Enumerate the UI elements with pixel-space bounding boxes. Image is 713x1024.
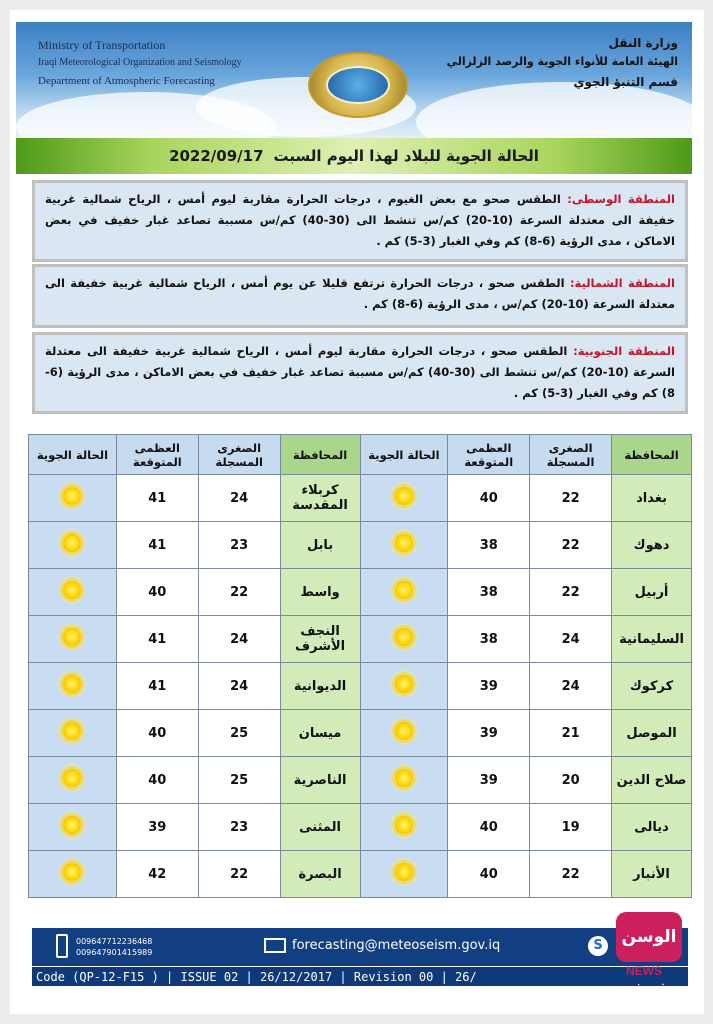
min-temp-cell: 23 xyxy=(198,522,280,569)
governorate-cell: الديوانية xyxy=(280,663,360,710)
max-temp-cell: 40 xyxy=(448,475,530,522)
governorate-cell: ميسان xyxy=(280,710,360,757)
max-temp-cell: 40 xyxy=(116,710,198,757)
weather-cell xyxy=(360,522,448,569)
department-name-en: Department of Atmospheric Forecasting xyxy=(38,75,215,87)
sun-icon xyxy=(395,675,413,693)
max-temp-cell: 40 xyxy=(116,757,198,804)
watermark-brand: الوسن نيوز xyxy=(616,912,682,962)
sun-icon xyxy=(395,816,413,834)
bulletin-headline xyxy=(16,138,692,174)
phone-number: 009647712236468 xyxy=(76,937,153,946)
governorate-cell: بغداد xyxy=(612,475,692,522)
min-temp-cell: 24 xyxy=(198,663,280,710)
min-temp-cell: 24 xyxy=(198,616,280,663)
weather-cell xyxy=(29,522,117,569)
organization-name-en: Iraqi Meteorological Organization and Seismology xyxy=(38,57,242,68)
weather-cell xyxy=(29,475,117,522)
table-row xyxy=(29,569,692,616)
min-temp-cell: 24 xyxy=(530,616,612,663)
governorate-cell: البصرة xyxy=(280,851,360,898)
max-temp-cell: 42 xyxy=(116,851,198,898)
region-name: المنطقة الشمالية: xyxy=(569,276,675,290)
watermark-news: NEWS xyxy=(626,964,662,978)
weather-cell xyxy=(360,757,448,804)
weather-cell xyxy=(29,804,117,851)
skype-icon: S xyxy=(588,936,608,956)
governorate-cell: كربلاء المقدسة xyxy=(280,475,360,522)
sun-icon xyxy=(395,863,413,881)
header-weather: الحالة الجوية xyxy=(29,435,117,475)
sun-icon xyxy=(63,628,81,646)
governorate-cell: بابل xyxy=(280,522,360,569)
sun-icon xyxy=(63,534,81,552)
sun-icon xyxy=(63,487,81,505)
max-temp-cell: 40 xyxy=(448,851,530,898)
max-temp-cell: 39 xyxy=(448,663,530,710)
weather-cell xyxy=(360,475,448,522)
header-governorate: المحافظة xyxy=(612,435,692,475)
weather-cell xyxy=(360,710,448,757)
organization-name-ar: الهيئة العامة للأنواء الجوية والرصد الزلزالي xyxy=(446,55,678,68)
region-north xyxy=(32,264,688,328)
sun-icon xyxy=(395,487,413,505)
governorate-cell: صلاح الدين xyxy=(612,757,692,804)
header-max: العظمى المتوقعة xyxy=(116,435,198,475)
governorate-cell: ديالى xyxy=(612,804,692,851)
min-temp-cell: 24 xyxy=(530,663,612,710)
region-name: المنطقة الجنوبية: xyxy=(573,344,675,358)
min-temp-cell: 22 xyxy=(198,569,280,616)
governorate-cell: السليمانية xyxy=(612,616,692,663)
weather-cell xyxy=(29,851,117,898)
governorate-cell: أربيل xyxy=(612,569,692,616)
min-temp-cell: 22 xyxy=(530,475,612,522)
table-row xyxy=(29,851,692,898)
sun-icon xyxy=(63,816,81,834)
header-governorate: المحافظة xyxy=(280,435,360,475)
email-address[interactable]: forecasting@meteoseism.gov.iq xyxy=(292,938,501,953)
min-temp-cell: 21 xyxy=(530,710,612,757)
cloud-shape xyxy=(416,82,692,140)
region-text: الطقس صحو ، درجات الحرارة ترتفع قليلا عن يوم أمس ، الرياح شمالية غربية خفيفة الى معتدلة السرعة (10-20) كم/س ، مدى الرؤية (6-8) كم . xyxy=(45,276,675,311)
max-temp-cell: 41 xyxy=(116,616,198,663)
table-row xyxy=(29,757,692,804)
contact-footer xyxy=(32,928,688,966)
watermark-logo xyxy=(612,912,688,997)
header-min: الصغرى المسجلة xyxy=(198,435,280,475)
max-temp-cell: 41 xyxy=(116,522,198,569)
organization-logo xyxy=(308,52,408,118)
document-code-line: Code (QP-12-F15 ) | ISSUE 02 | 26/12/2017 | Revision 00 | 26/ xyxy=(32,966,688,986)
min-temp-cell: 22 xyxy=(530,569,612,616)
region-text: الطقس صحو مع بعض الغيوم ، درجات الحرارة مقاربة ليوم أمس ، الرياح شمالية غربية خفيفة الى معتدلة السرعة (10-20) كم/س تنشط الى (30-40) كم/س مسببة تصاعد غبار خفيف في بعض الاماكن ، مدى الرؤية (6-8) كم وفي الغبار (3-5) كم . xyxy=(45,192,675,248)
max-temp-cell: 39 xyxy=(448,757,530,804)
governorate-cell: واسط xyxy=(280,569,360,616)
max-temp-cell: 39 xyxy=(448,710,530,757)
max-temp-cell: 38 xyxy=(448,569,530,616)
min-temp-cell: 20 xyxy=(530,757,612,804)
max-temp-cell: 41 xyxy=(116,663,198,710)
headline-text: الحالة الجوية للبلاد لهذا اليوم السبت xyxy=(273,147,539,165)
max-temp-cell: 40 xyxy=(448,804,530,851)
table-row xyxy=(29,616,692,663)
forecast-table xyxy=(28,434,692,898)
weather-cell xyxy=(360,569,448,616)
weather-cell xyxy=(360,663,448,710)
email-contact xyxy=(264,938,500,953)
governorate-cell: كركوك xyxy=(612,663,692,710)
max-temp-cell: 39 xyxy=(116,804,198,851)
min-temp-cell: 23 xyxy=(198,804,280,851)
phone-numbers xyxy=(76,936,152,958)
region-text: الطقس صحو ، درجات الحرارة مقاربة ليوم أمس ، الرياح شمالية غربية خفيفة الى معتدلة السرعة (10-20) كم/س تنشط الى (30-40) كم/س مسببة تصاعد غبار خفيف في بعض الاماكن ، مدى الرؤية (6-8) كم وفي الغبار (3-5) كم . xyxy=(45,344,675,400)
min-temp-cell: 22 xyxy=(198,851,280,898)
governorate-cell: الناصرية xyxy=(280,757,360,804)
max-temp-cell: 41 xyxy=(116,475,198,522)
weather-cell xyxy=(360,851,448,898)
ministry-name-en: Ministry of Transportation xyxy=(38,38,166,52)
region-south xyxy=(32,332,688,414)
governorate-cell: الموصل xyxy=(612,710,692,757)
min-temp-cell: 25 xyxy=(198,710,280,757)
table-row xyxy=(29,804,692,851)
weather-cell xyxy=(29,569,117,616)
min-temp-cell: 22 xyxy=(530,522,612,569)
max-temp-cell: 40 xyxy=(116,569,198,616)
sun-icon xyxy=(63,675,81,693)
sun-icon xyxy=(63,722,81,740)
sun-icon xyxy=(395,722,413,740)
sun-icon xyxy=(395,534,413,552)
weather-cell xyxy=(29,663,117,710)
max-temp-cell: 38 xyxy=(448,616,530,663)
min-temp-cell: 22 xyxy=(530,851,612,898)
ministry-name-ar: وزارة النقل xyxy=(608,36,678,50)
sun-icon xyxy=(395,581,413,599)
governorate-cell: دهوك xyxy=(612,522,692,569)
sun-icon xyxy=(63,863,81,881)
weather-cell xyxy=(29,710,117,757)
sun-icon xyxy=(63,581,81,599)
sun-icon xyxy=(63,769,81,787)
headline-date: 2022/09/17 xyxy=(169,147,264,165)
mail-icon xyxy=(264,938,286,953)
header-weather: الحالة الجوية xyxy=(360,435,448,475)
sun-icon xyxy=(395,628,413,646)
min-temp-cell: 25 xyxy=(198,757,280,804)
weather-cell xyxy=(360,616,448,663)
phone-icon xyxy=(56,934,68,958)
department-name-ar: قسم التنبؤ الجوي xyxy=(573,75,678,89)
phone-number: 009647901415989 xyxy=(76,948,153,957)
table-header-row xyxy=(29,435,692,475)
min-temp-cell: 24 xyxy=(198,475,280,522)
governorate-cell: النجف الأشرف xyxy=(280,616,360,663)
table-row xyxy=(29,710,692,757)
table-row xyxy=(29,475,692,522)
min-temp-cell: 19 xyxy=(530,804,612,851)
governorate-cell: المثنى xyxy=(280,804,360,851)
header-max: العظمى المتوقعة xyxy=(448,435,530,475)
weather-cell xyxy=(360,804,448,851)
table-row xyxy=(29,663,692,710)
weather-cell xyxy=(29,616,117,663)
region-central xyxy=(32,180,688,262)
governorate-cell: الأنبار xyxy=(612,851,692,898)
sun-icon xyxy=(395,769,413,787)
table-row xyxy=(29,522,692,569)
header-banner xyxy=(16,22,692,140)
weather-cell xyxy=(29,757,117,804)
region-name: المنطقة الوسطى: xyxy=(567,192,675,206)
max-temp-cell: 38 xyxy=(448,522,530,569)
header-min: الصغرى المسجلة xyxy=(530,435,612,475)
